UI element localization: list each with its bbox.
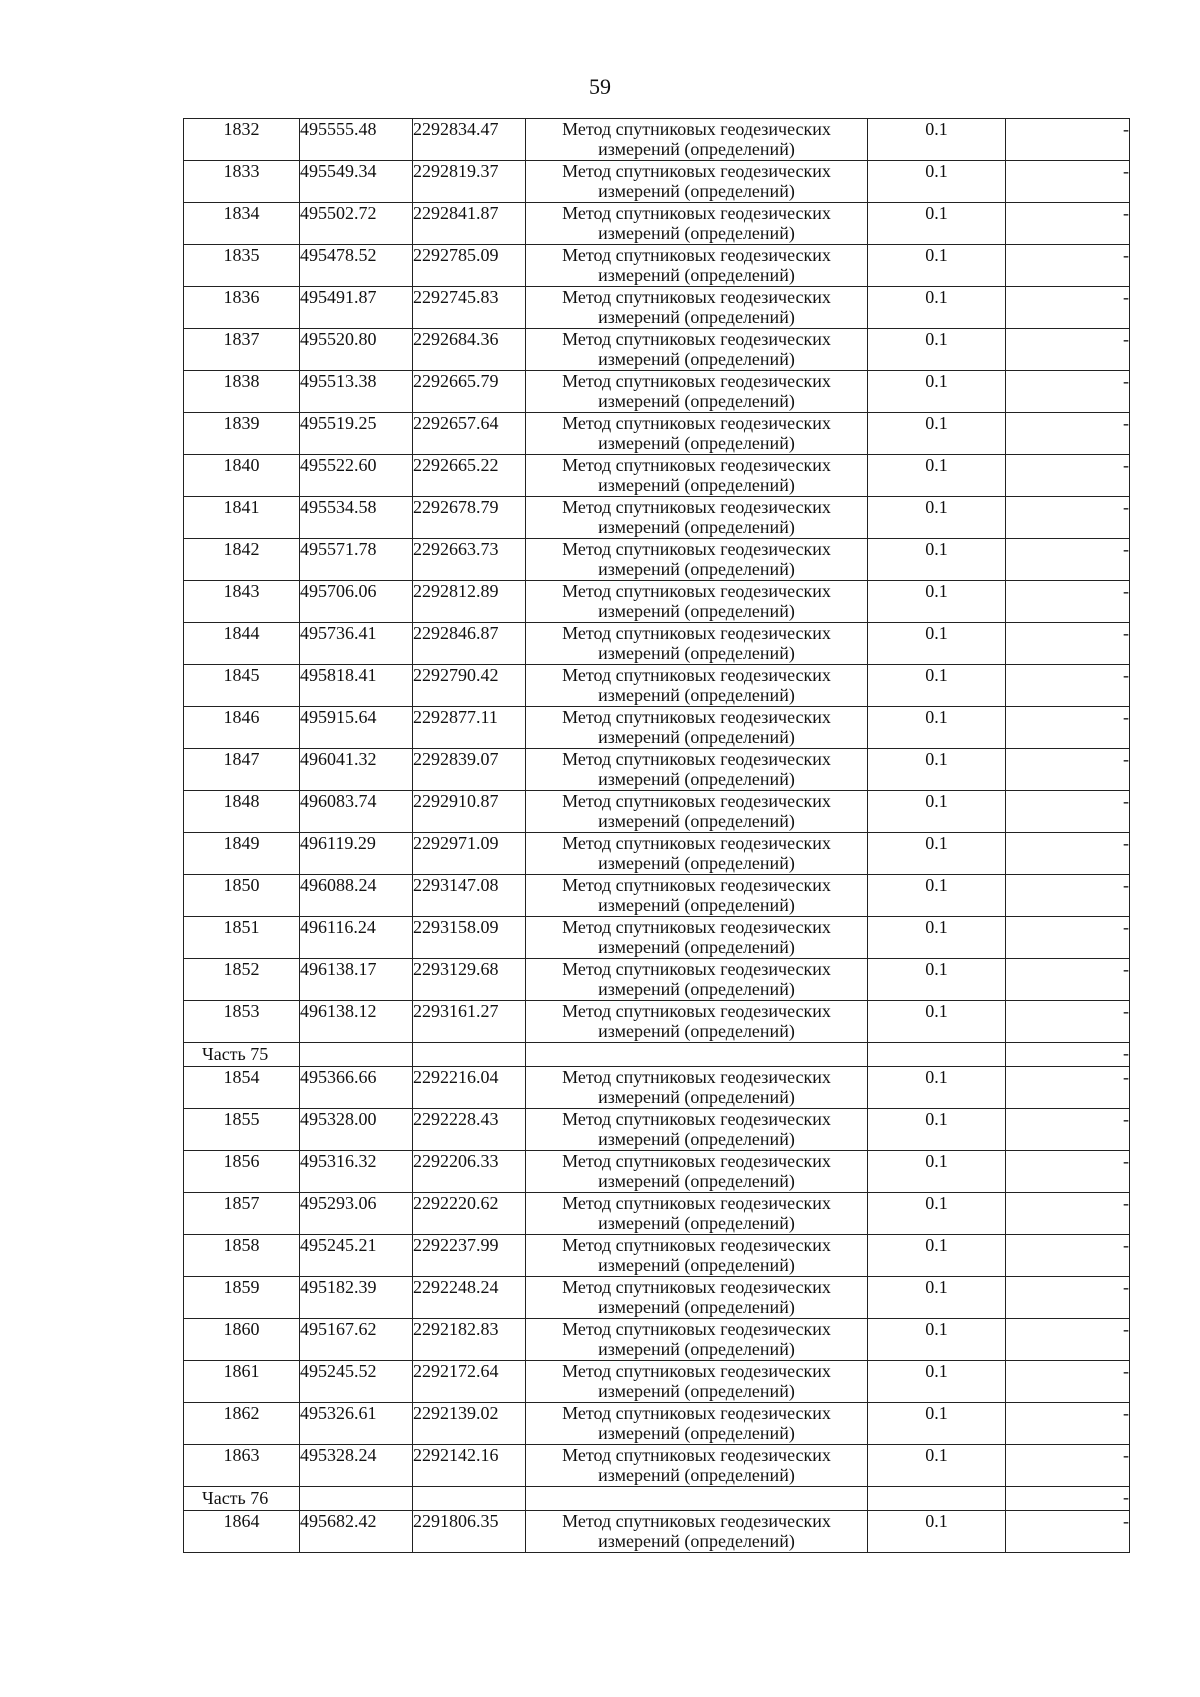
method-cell: Метод спутниковых геодезических измерений (определений)	[526, 581, 868, 623]
table-row	[184, 539, 1130, 581]
empty-cell	[868, 1043, 1006, 1067]
accuracy-cell: 0.1	[868, 749, 1006, 791]
accuracy-cell: 0.1	[868, 917, 1006, 959]
method-cell: Метод спутниковых геодезических измерений (определений)	[526, 1445, 868, 1487]
point-number-cell: 1846	[184, 707, 300, 749]
accuracy-cell: 0.1	[868, 623, 1006, 665]
x-coordinate-cell: 495555.48	[300, 119, 413, 161]
x-coordinate-cell: 495326.61	[300, 1403, 413, 1445]
point-number-cell: 1851	[184, 917, 300, 959]
y-coordinate-cell: 2292745.83	[413, 287, 526, 329]
table-row	[184, 1151, 1130, 1193]
method-cell: Метод спутниковых геодезических измерений (определений)	[526, 791, 868, 833]
y-coordinate-cell: 2293147.08	[413, 875, 526, 917]
table-row	[184, 1361, 1130, 1403]
accuracy-cell: 0.1	[868, 875, 1006, 917]
note-cell: -	[1006, 245, 1130, 287]
y-coordinate-cell: 2292657.64	[413, 413, 526, 455]
y-coordinate-cell: 2292839.07	[413, 749, 526, 791]
table-row	[184, 665, 1130, 707]
note-cell: -	[1006, 1067, 1130, 1109]
accuracy-cell: 0.1	[868, 791, 1006, 833]
method-cell: Метод спутниковых геодезических измерений (определений)	[526, 245, 868, 287]
note-cell: -	[1006, 161, 1130, 203]
method-cell: Метод спутниковых геодезических измерений (определений)	[526, 749, 868, 791]
y-coordinate-cell: 2292228.43	[413, 1109, 526, 1151]
accuracy-cell: 0.1	[868, 413, 1006, 455]
accuracy-cell: 0.1	[868, 1361, 1006, 1403]
note-cell: -	[1006, 959, 1130, 1001]
table-row	[184, 1319, 1130, 1361]
table-row	[184, 329, 1130, 371]
table-row	[184, 371, 1130, 413]
accuracy-cell: 0.1	[868, 455, 1006, 497]
note-cell: -	[1006, 917, 1130, 959]
note-cell: -	[1006, 875, 1130, 917]
x-coordinate-cell: 495328.24	[300, 1445, 413, 1487]
table-row	[184, 413, 1130, 455]
note-cell: -	[1006, 371, 1130, 413]
table-row	[184, 245, 1130, 287]
empty-cell	[300, 1487, 413, 1511]
y-coordinate-cell: 2292182.83	[413, 1319, 526, 1361]
note-cell: -	[1006, 665, 1130, 707]
x-coordinate-cell: 495366.66	[300, 1067, 413, 1109]
table-row	[184, 917, 1130, 959]
x-coordinate-cell: 495328.00	[300, 1109, 413, 1151]
x-coordinate-cell: 495502.72	[300, 203, 413, 245]
x-coordinate-cell: 495682.42	[300, 1511, 413, 1553]
method-cell: Метод спутниковых геодезических измерений (определений)	[526, 1361, 868, 1403]
table-row	[184, 833, 1130, 875]
method-cell: Метод спутниковых геодезических измерений (определений)	[526, 1151, 868, 1193]
point-number-cell: 1853	[184, 1001, 300, 1043]
method-cell: Метод спутниковых геодезических измерений (определений)	[526, 119, 868, 161]
y-coordinate-cell: 2292220.62	[413, 1193, 526, 1235]
part-label: Часть 76	[184, 1487, 300, 1511]
accuracy-cell: 0.1	[868, 119, 1006, 161]
accuracy-cell: 0.1	[868, 161, 1006, 203]
table-row	[184, 203, 1130, 245]
y-coordinate-cell: 2292665.22	[413, 455, 526, 497]
point-number-cell: 1861	[184, 1361, 300, 1403]
note-cell: -	[1006, 1277, 1130, 1319]
note-cell: -	[1006, 1361, 1130, 1403]
accuracy-cell: 0.1	[868, 581, 1006, 623]
method-cell: Метод спутниковых геодезических измерений (определений)	[526, 833, 868, 875]
point-number-cell: 1855	[184, 1109, 300, 1151]
x-coordinate-cell: 495549.34	[300, 161, 413, 203]
table-row	[184, 791, 1130, 833]
x-coordinate-cell: 495915.64	[300, 707, 413, 749]
x-coordinate-cell: 496088.24	[300, 875, 413, 917]
method-cell: Метод спутниковых геодезических измерений (определений)	[526, 707, 868, 749]
accuracy-cell: 0.1	[868, 1403, 1006, 1445]
note-cell: -	[1006, 1001, 1130, 1043]
y-coordinate-cell: 2292678.79	[413, 497, 526, 539]
accuracy-cell: 0.1	[868, 1445, 1006, 1487]
empty-cell	[526, 1487, 868, 1511]
x-coordinate-cell: 496116.24	[300, 917, 413, 959]
accuracy-cell: 0.1	[868, 1511, 1006, 1553]
point-number-cell: 1863	[184, 1445, 300, 1487]
note-cell: -	[1006, 1193, 1130, 1235]
accuracy-cell: 0.1	[868, 1067, 1006, 1109]
point-number-cell: 1843	[184, 581, 300, 623]
note-cell: -	[1006, 623, 1130, 665]
accuracy-cell: 0.1	[868, 203, 1006, 245]
table-row	[184, 1193, 1130, 1235]
point-number-cell: 1848	[184, 791, 300, 833]
accuracy-cell: 0.1	[868, 1193, 1006, 1235]
point-number-cell: 1834	[184, 203, 300, 245]
y-coordinate-cell: 2292142.16	[413, 1445, 526, 1487]
method-cell: Метод спутниковых геодезических измерений (определений)	[526, 1109, 868, 1151]
coordinates-table	[183, 118, 1130, 1553]
method-cell: Метод спутниковых геодезических измерений (определений)	[526, 203, 868, 245]
point-number-cell: 1862	[184, 1403, 300, 1445]
accuracy-cell: 0.1	[868, 539, 1006, 581]
table-row	[184, 119, 1130, 161]
method-cell: Метод спутниковых геодезических измерений (определений)	[526, 455, 868, 497]
x-coordinate-cell: 495736.41	[300, 623, 413, 665]
x-coordinate-cell: 495478.52	[300, 245, 413, 287]
method-cell: Метод спутниковых геодезических измерений (определений)	[526, 497, 868, 539]
accuracy-cell: 0.1	[868, 329, 1006, 371]
empty-cell	[526, 1043, 868, 1067]
point-number-cell: 1845	[184, 665, 300, 707]
accuracy-cell: 0.1	[868, 1319, 1006, 1361]
y-coordinate-cell: 2292910.87	[413, 791, 526, 833]
y-coordinate-cell: 2293129.68	[413, 959, 526, 1001]
table-row	[184, 707, 1130, 749]
accuracy-cell: 0.1	[868, 1235, 1006, 1277]
coordinates-table-body	[184, 119, 1130, 1553]
note-cell: -	[1006, 119, 1130, 161]
method-cell: Метод спутниковых геодезических измерений (определений)	[526, 623, 868, 665]
table-row	[184, 1403, 1130, 1445]
x-coordinate-cell: 495513.38	[300, 371, 413, 413]
note-cell: -	[1006, 581, 1130, 623]
point-number-cell: 1864	[184, 1511, 300, 1553]
note-cell: -	[1006, 287, 1130, 329]
y-coordinate-cell: 2292248.24	[413, 1277, 526, 1319]
y-coordinate-cell: 2292971.09	[413, 833, 526, 875]
y-coordinate-cell: 2292834.47	[413, 119, 526, 161]
point-number-cell: 1838	[184, 371, 300, 413]
method-cell: Метод спутниковых геодезических измерений (определений)	[526, 1511, 868, 1553]
point-number-cell: 1836	[184, 287, 300, 329]
method-cell: Метод спутниковых геодезических измерений (определений)	[526, 1277, 868, 1319]
part-header-row	[184, 1043, 1130, 1067]
point-number-cell: 1860	[184, 1319, 300, 1361]
x-coordinate-cell: 495491.87	[300, 287, 413, 329]
point-number-cell: 1852	[184, 959, 300, 1001]
note-cell: -	[1006, 1511, 1130, 1553]
table-row	[184, 455, 1130, 497]
method-cell: Метод спутниковых геодезических измерений (определений)	[526, 329, 868, 371]
y-coordinate-cell: 2292237.99	[413, 1235, 526, 1277]
point-number-cell: 1854	[184, 1067, 300, 1109]
accuracy-cell: 0.1	[868, 497, 1006, 539]
table-row	[184, 581, 1130, 623]
method-cell: Метод спутниковых геодезических измерений (определений)	[526, 161, 868, 203]
x-coordinate-cell: 495245.21	[300, 1235, 413, 1277]
table-row	[184, 1067, 1130, 1109]
point-number-cell: 1840	[184, 455, 300, 497]
point-number-cell: 1859	[184, 1277, 300, 1319]
table-row	[184, 875, 1130, 917]
point-number-cell: 1835	[184, 245, 300, 287]
y-coordinate-cell: 2293158.09	[413, 917, 526, 959]
point-number-cell: 1837	[184, 329, 300, 371]
table-row	[184, 497, 1130, 539]
method-cell: Метод спутниковых геодезических измерений (определений)	[526, 1235, 868, 1277]
accuracy-cell: 0.1	[868, 1109, 1006, 1151]
y-coordinate-cell: 2292812.89	[413, 581, 526, 623]
note-cell: -	[1006, 749, 1130, 791]
point-number-cell: 1857	[184, 1193, 300, 1235]
accuracy-cell: 0.1	[868, 833, 1006, 875]
x-coordinate-cell: 495571.78	[300, 539, 413, 581]
accuracy-cell: 0.1	[868, 959, 1006, 1001]
empty-cell	[300, 1043, 413, 1067]
accuracy-cell: 0.1	[868, 371, 1006, 413]
note-cell: -	[1006, 497, 1130, 539]
method-cell: Метод спутниковых геодезических измерений (определений)	[526, 413, 868, 455]
accuracy-cell: 0.1	[868, 287, 1006, 329]
x-coordinate-cell: 495520.80	[300, 329, 413, 371]
y-coordinate-cell: 2291806.35	[413, 1511, 526, 1553]
note-cell: -	[1006, 1235, 1130, 1277]
page-number: 59	[589, 74, 611, 99]
y-coordinate-cell: 2292877.11	[413, 707, 526, 749]
y-coordinate-cell: 2292846.87	[413, 623, 526, 665]
y-coordinate-cell: 2292841.87	[413, 203, 526, 245]
empty-cell	[413, 1043, 526, 1067]
note-cell: -	[1006, 455, 1130, 497]
accuracy-cell: 0.1	[868, 1001, 1006, 1043]
table-row	[184, 161, 1130, 203]
y-coordinate-cell: 2292665.79	[413, 371, 526, 413]
method-cell: Метод спутниковых геодезических измерений (определений)	[526, 371, 868, 413]
method-cell: Метод спутниковых геодезических измерений (определений)	[526, 1319, 868, 1361]
point-number-cell: 1842	[184, 539, 300, 581]
table-row	[184, 287, 1130, 329]
note-cell: -	[1006, 329, 1130, 371]
x-coordinate-cell: 495706.06	[300, 581, 413, 623]
y-coordinate-cell: 2292790.42	[413, 665, 526, 707]
x-coordinate-cell: 495534.58	[300, 497, 413, 539]
empty-cell	[868, 1487, 1006, 1511]
note-cell: -	[1006, 833, 1130, 875]
note-cell: -	[1006, 1319, 1130, 1361]
point-number-cell: 1832	[184, 119, 300, 161]
table-row	[184, 623, 1130, 665]
method-cell: Метод спутниковых геодезических измерений (определений)	[526, 1193, 868, 1235]
note-cell: -	[1006, 1043, 1130, 1067]
note-cell: -	[1006, 1151, 1130, 1193]
y-coordinate-cell: 2292663.73	[413, 539, 526, 581]
point-number-cell: 1839	[184, 413, 300, 455]
x-coordinate-cell: 496083.74	[300, 791, 413, 833]
y-coordinate-cell: 2292785.09	[413, 245, 526, 287]
method-cell: Метод спутниковых геодезических измерений (определений)	[526, 539, 868, 581]
table-row	[184, 1511, 1130, 1553]
note-cell: -	[1006, 1403, 1130, 1445]
table-row	[184, 1445, 1130, 1487]
accuracy-cell: 0.1	[868, 1277, 1006, 1319]
method-cell: Метод спутниковых геодезических измерений (определений)	[526, 287, 868, 329]
x-coordinate-cell: 496041.32	[300, 749, 413, 791]
note-cell: -	[1006, 707, 1130, 749]
accuracy-cell: 0.1	[868, 1151, 1006, 1193]
x-coordinate-cell: 496138.17	[300, 959, 413, 1001]
point-number-cell: 1847	[184, 749, 300, 791]
point-number-cell: 1833	[184, 161, 300, 203]
method-cell: Метод спутниковых геодезических измерений (определений)	[526, 665, 868, 707]
note-cell: -	[1006, 413, 1130, 455]
x-coordinate-cell: 495522.60	[300, 455, 413, 497]
y-coordinate-cell: 2292139.02	[413, 1403, 526, 1445]
part-label: Часть 75	[184, 1043, 300, 1067]
y-coordinate-cell: 2293161.27	[413, 1001, 526, 1043]
empty-cell	[413, 1487, 526, 1511]
method-cell: Метод спутниковых геодезических измерений (определений)	[526, 875, 868, 917]
method-cell: Метод спутниковых геодезических измерений (определений)	[526, 959, 868, 1001]
point-number-cell: 1844	[184, 623, 300, 665]
y-coordinate-cell: 2292684.36	[413, 329, 526, 371]
x-coordinate-cell: 496138.12	[300, 1001, 413, 1043]
table-row	[184, 959, 1130, 1001]
table-row	[184, 1235, 1130, 1277]
method-cell: Метод спутниковых геодезических измерений (определений)	[526, 1067, 868, 1109]
table-row	[184, 1109, 1130, 1151]
part-header-row	[184, 1487, 1130, 1511]
point-number-cell: 1858	[184, 1235, 300, 1277]
x-coordinate-cell: 495519.25	[300, 413, 413, 455]
table-row	[184, 749, 1130, 791]
x-coordinate-cell: 496119.29	[300, 833, 413, 875]
method-cell: Метод спутниковых геодезических измерений (определений)	[526, 1001, 868, 1043]
accuracy-cell: 0.1	[868, 707, 1006, 749]
point-number-cell: 1856	[184, 1151, 300, 1193]
method-cell: Метод спутниковых геодезических измерений (определений)	[526, 917, 868, 959]
y-coordinate-cell: 2292819.37	[413, 161, 526, 203]
note-cell: -	[1006, 791, 1130, 833]
x-coordinate-cell: 495316.32	[300, 1151, 413, 1193]
y-coordinate-cell: 2292216.04	[413, 1067, 526, 1109]
table-row	[184, 1277, 1130, 1319]
accuracy-cell: 0.1	[868, 665, 1006, 707]
note-cell: -	[1006, 1109, 1130, 1151]
point-number-cell: 1849	[184, 833, 300, 875]
x-coordinate-cell: 495245.52	[300, 1361, 413, 1403]
x-coordinate-cell: 495182.39	[300, 1277, 413, 1319]
accuracy-cell: 0.1	[868, 245, 1006, 287]
point-number-cell: 1850	[184, 875, 300, 917]
note-cell: -	[1006, 1445, 1130, 1487]
note-cell: -	[1006, 203, 1130, 245]
point-number-cell: 1841	[184, 497, 300, 539]
y-coordinate-cell: 2292206.33	[413, 1151, 526, 1193]
x-coordinate-cell: 495293.06	[300, 1193, 413, 1235]
note-cell: -	[1006, 539, 1130, 581]
method-cell: Метод спутниковых геодезических измерений (определений)	[526, 1403, 868, 1445]
x-coordinate-cell: 495818.41	[300, 665, 413, 707]
y-coordinate-cell: 2292172.64	[413, 1361, 526, 1403]
table-row	[184, 1001, 1130, 1043]
note-cell: -	[1006, 1487, 1130, 1511]
x-coordinate-cell: 495167.62	[300, 1319, 413, 1361]
